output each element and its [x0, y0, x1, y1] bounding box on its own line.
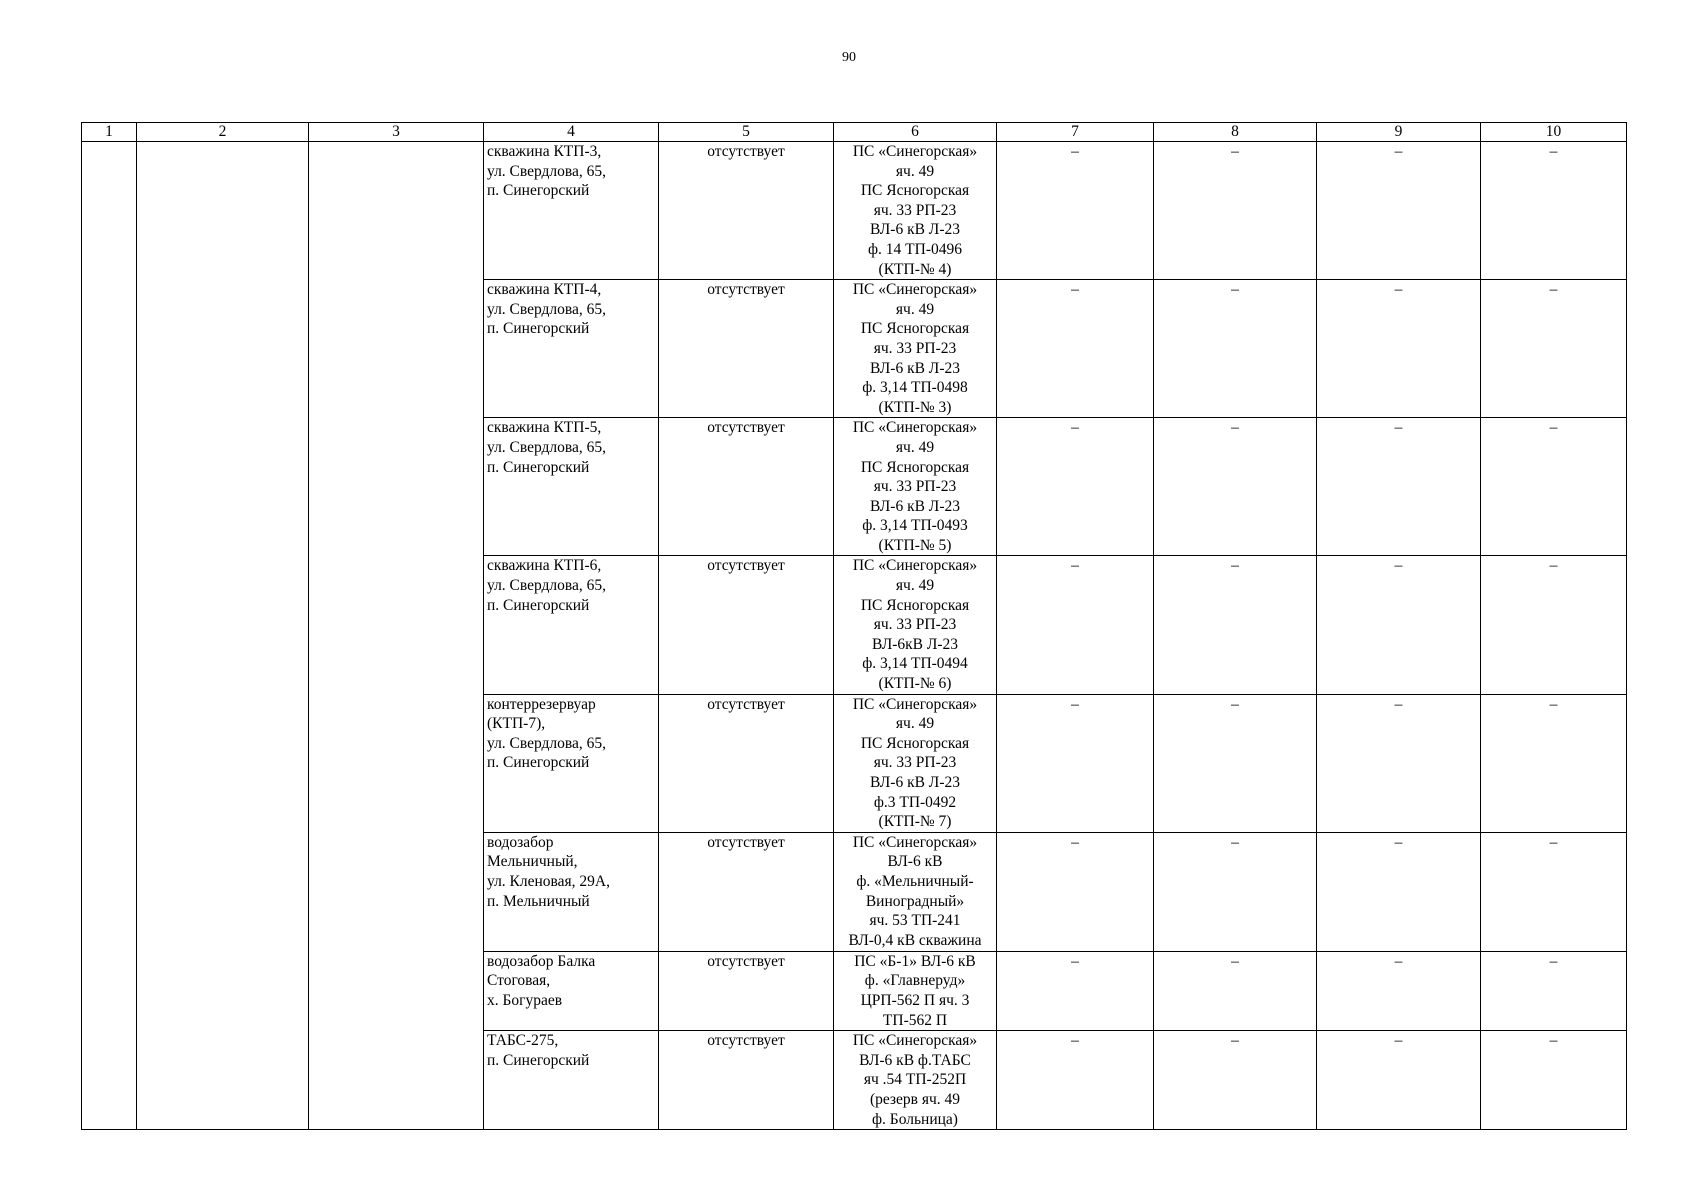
- data-table: [81, 122, 1627, 1130]
- dash-cell: –: [1481, 694, 1627, 832]
- dash-cell: –: [997, 556, 1154, 694]
- supply-line: ПС «Синегорская»: [852, 143, 978, 160]
- object-line: скважина КТП-5,: [487, 419, 602, 437]
- supply-line: (резерв яч. 49: [869, 1090, 961, 1108]
- object-line: скважина КТП-3,: [487, 143, 602, 160]
- header-row: [82, 123, 1627, 142]
- object-cell: [484, 1031, 659, 1130]
- supply-line: ф. Больница): [872, 1110, 958, 1128]
- supply-cell: [834, 280, 997, 418]
- status-cell: отсутствует: [659, 951, 834, 1030]
- column-header: 9: [1317, 123, 1481, 142]
- supply-line: яч. 49: [895, 300, 935, 318]
- object-line: п. Мельничный: [487, 892, 590, 910]
- dash-cell: –: [1154, 694, 1317, 832]
- object-line: (КТП-7),: [487, 715, 546, 733]
- dash-cell: –: [1317, 142, 1481, 280]
- dash-cell: –: [1481, 951, 1627, 1030]
- supply-line: яч. 33 РП-23: [873, 339, 957, 357]
- status-cell: отсутствует: [659, 694, 834, 832]
- supply-line: ф. 3,14 ТП-0493: [862, 517, 968, 535]
- table-body: [82, 142, 1627, 1130]
- supply-line: ПС Ясногорская: [860, 734, 970, 752]
- object-line: ул. Свердлова, 65,: [487, 577, 607, 595]
- column-header: 7: [997, 123, 1154, 142]
- page-number: 90: [842, 50, 856, 65]
- object-cell: [484, 142, 659, 280]
- object-line: ул. Свердлова, 65,: [487, 438, 607, 456]
- supply-line: ВЛ-6кВ Л-23: [871, 635, 959, 653]
- dash-cell: –: [1154, 142, 1317, 280]
- supply-line: (КТП-№ 4): [878, 260, 952, 278]
- supply-line: ВЛ-6 кВ Л-23: [870, 497, 960, 515]
- dash-cell: –: [997, 694, 1154, 832]
- dash-cell: –: [1481, 142, 1627, 280]
- object-cell: [484, 832, 659, 951]
- supply-line: ПС «Б-1» ВЛ-6 кВ: [854, 952, 976, 970]
- supply-line: ПС «Синегорская»: [852, 833, 978, 851]
- dash-cell: –: [997, 280, 1154, 418]
- object-line: п. Синегорский: [487, 182, 590, 200]
- supply-line: (КТП-№ 5): [878, 536, 952, 554]
- column-header: 4: [484, 123, 659, 142]
- column-header: 6: [834, 123, 997, 142]
- supply-cell: [834, 694, 997, 832]
- status-cell: отсутствует: [659, 1031, 834, 1130]
- table-row: [82, 142, 1627, 280]
- supply-line: ВЛ-6 кВ: [887, 853, 943, 871]
- supply-line: ВЛ-0,4 кВ скважина: [848, 931, 982, 949]
- supply-line: яч. 49: [895, 715, 935, 733]
- supply-line: ф. «Главнеруд»: [864, 972, 966, 990]
- dash-cell: –: [1317, 951, 1481, 1030]
- supply-line: ПС «Синегорская»: [852, 281, 978, 299]
- supply-line: ПС «Синегорская»: [852, 695, 978, 713]
- object-cell: [484, 280, 659, 418]
- column-header: 1: [82, 123, 137, 142]
- supply-line: ф. «Мельничный-: [856, 872, 974, 890]
- supply-line: (КТП-№ 3): [878, 398, 952, 416]
- status-cell: отсутствует: [659, 418, 834, 556]
- dash-cell: –: [1317, 280, 1481, 418]
- object-line: водозабор: [487, 833, 554, 851]
- object-line: п. Синегорский: [487, 320, 590, 338]
- object-line: ул. Свердлова, 65,: [487, 300, 607, 318]
- supply-line: ЦРП-562 П яч. 3: [860, 991, 970, 1009]
- column-header: 5: [659, 123, 834, 142]
- supply-line: ПС «Синегорская»: [852, 419, 978, 437]
- object-cell: [484, 951, 659, 1030]
- supply-line: ВЛ-6 кВ Л-23: [870, 774, 960, 791]
- object-line: Стоговая,: [487, 972, 551, 990]
- object-line: ул. Кленовая, 29А,: [487, 872, 610, 890]
- dash-cell: –: [1481, 832, 1627, 951]
- supply-line: яч. 33 РП-23: [873, 478, 957, 496]
- dash-cell: –: [1317, 1031, 1481, 1130]
- dash-cell: –: [1481, 556, 1627, 694]
- supply-line: ПС Ясногорская: [860, 182, 970, 200]
- object-line: контеррезервуар: [487, 695, 596, 713]
- dash-cell: –: [997, 832, 1154, 951]
- supply-cell: [834, 418, 997, 556]
- status-cell: отсутствует: [659, 832, 834, 951]
- dash-cell: –: [1317, 556, 1481, 694]
- object-cell: [484, 556, 659, 694]
- supply-line: ПС Ясногорская: [860, 320, 970, 338]
- supply-line: ПС Ясногорская: [860, 596, 970, 614]
- object-line: скважина КТП-4,: [487, 281, 602, 299]
- dash-cell: –: [1154, 280, 1317, 418]
- dash-cell: –: [997, 418, 1154, 556]
- supply-line: (КТП-№ 7): [878, 813, 952, 831]
- dash-cell: –: [997, 142, 1154, 280]
- supply-line: ф. 3,14 ТП-0494: [862, 655, 968, 673]
- dash-cell: –: [1481, 418, 1627, 556]
- dash-cell: –: [997, 1031, 1154, 1130]
- column-header: 8: [1154, 123, 1317, 142]
- dash-cell: –: [1481, 1031, 1627, 1130]
- status-cell: отсутствует: [659, 142, 834, 280]
- object-line: п. Синегорский: [487, 596, 590, 614]
- empty-cell: [137, 142, 309, 1130]
- supply-line: ПС «Синегорская»: [852, 557, 978, 575]
- supply-cell: [834, 832, 997, 951]
- supply-line: яч. 33 РП-23: [873, 201, 957, 219]
- supply-line: Виноградный»: [865, 892, 965, 910]
- supply-cell: [834, 556, 997, 694]
- supply-line: яч. 49: [895, 577, 935, 595]
- supply-line: яч. 49: [895, 438, 935, 456]
- object-line: п. Синегорский: [487, 458, 590, 476]
- dash-cell: –: [1317, 418, 1481, 556]
- status-cell: отсутствует: [659, 556, 834, 694]
- supply-line: ф. 14 ТП-0496: [868, 240, 962, 258]
- object-line: х. Богураев: [487, 991, 563, 1009]
- dash-cell: –: [1317, 694, 1481, 832]
- supply-cell: [834, 1031, 997, 1130]
- column-header: 2: [137, 123, 309, 142]
- supply-line: яч .54 ТП-252П: [863, 1071, 967, 1089]
- supply-line: ПС Ясногорская: [860, 458, 970, 476]
- supply-line: ф. 3,14 ТП-0498: [862, 379, 968, 397]
- dash-cell: –: [1317, 832, 1481, 951]
- column-header: 10: [1481, 123, 1627, 142]
- object-cell: [484, 418, 659, 556]
- dash-cell: –: [1154, 1031, 1317, 1130]
- object-line: ул. Свердлова, 65,: [487, 734, 607, 752]
- supply-line: ВЛ-6 кВ Л-23: [870, 221, 960, 239]
- object-cell: [484, 694, 659, 832]
- object-line: п. Синегорский: [487, 1051, 590, 1069]
- supply-line: яч. 33 РП-23: [873, 754, 957, 772]
- dash-cell: –: [1154, 418, 1317, 556]
- status-cell: отсутствует: [659, 280, 834, 418]
- object-line: п. Синегорский: [487, 754, 590, 772]
- supply-line: яч. 49: [895, 162, 935, 180]
- dash-cell: –: [997, 951, 1154, 1030]
- dash-cell: –: [1154, 951, 1317, 1030]
- empty-cell: [309, 142, 484, 1130]
- supply-line: ф.3 ТП-0492: [873, 793, 957, 811]
- empty-cell: [82, 142, 137, 1130]
- supply-cell: [834, 142, 997, 280]
- supply-line: ТП-562 П: [882, 1011, 948, 1029]
- dash-cell: –: [1154, 556, 1317, 694]
- supply-line: ВЛ-6 кВ Л-23: [870, 359, 960, 377]
- object-line: скважина КТП-6,: [487, 557, 602, 575]
- supply-cell: [834, 951, 997, 1030]
- supply-line: ПС «Синегорская»: [852, 1032, 978, 1050]
- dash-cell: –: [1481, 280, 1627, 418]
- object-line: ул. Свердлова, 65,: [487, 162, 607, 180]
- dash-cell: –: [1154, 832, 1317, 951]
- column-header: 3: [309, 123, 484, 142]
- supply-line: яч. 33 РП-23: [873, 616, 957, 634]
- object-line: Мельничный,: [487, 853, 578, 871]
- object-line: ТАБС-275,: [487, 1032, 559, 1050]
- supply-line: (КТП-№ 6): [878, 675, 952, 693]
- supply-line: яч. 53 ТП-241: [869, 912, 961, 930]
- object-line: водозабор Балка: [487, 952, 596, 970]
- supply-line: ВЛ-6 кВ ф.ТАБС: [859, 1051, 971, 1069]
